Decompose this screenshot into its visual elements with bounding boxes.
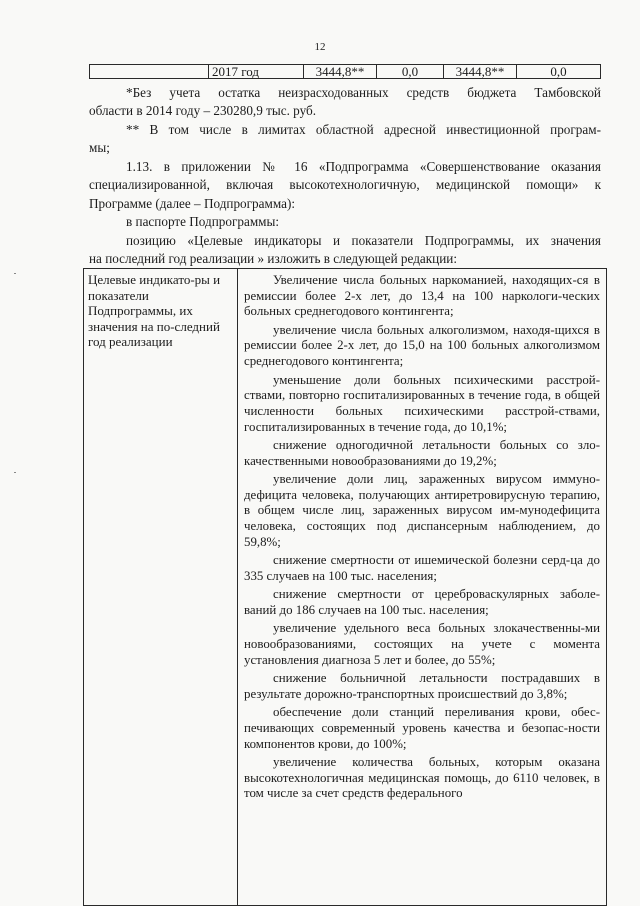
footnote-2-line-1: ** В том числе в лимитах областной адресной инвестиционной програм- — [126, 122, 601, 137]
list-item: снижение больничной летальности пострадавших в результате дорожно-транспортных происшествий до 3,8%; — [244, 671, 600, 701]
table-cell-value: 0,0 — [517, 65, 601, 79]
position-line-1: позицию «Целевые индикаторы и показатели Подпрограммы, их значения — [126, 233, 601, 248]
indicators-table — [83, 268, 607, 906]
indicators-list — [238, 269, 606, 802]
table-cell — [90, 65, 209, 79]
amendment-line-3: Программе (далее – Подпрограмма): — [89, 196, 296, 211]
footnote-2-line-2: мы; — [89, 140, 110, 155]
list-item: снижение смертности от ишемической болезни серд-ца до 335 случаев на 100 тыс. населения; — [244, 553, 600, 583]
indicators-label-cell: Целевые индикато-ры и показатели Подпрограммы, их значения на по-следний год реализации — [84, 269, 238, 906]
indicators-values-cell — [238, 269, 607, 906]
list-item: Увеличение числа больных наркоманией, находящих-ся в ремиссии более 2-х лет, до 13,4 на 100 наркологи-ческих больных среднегодового контингента; — [244, 273, 600, 319]
list-item: обеспечение доли станций переливания крови, обес-печивающих современный уровень качества и безопас-ности компонентов крови, до 100%; — [244, 705, 600, 751]
table-cell-value: 3444,8** — [444, 65, 517, 79]
position-line-2: на последний год реализации » изложить в следующей редакции: — [89, 251, 458, 266]
list-item: увеличение удельного веса больных злокачественны-ми новообразованиями, состоящих на учете с момента установления диагноза 5 лет и более, до 55%; — [244, 621, 600, 667]
table-cell-value: 3444,8** — [304, 65, 377, 79]
table-row — [90, 65, 601, 79]
footnote-1-line-2: области в 2014 году – 230280,9 тыс. руб. — [89, 103, 317, 118]
list-item: увеличение доли лиц, зараженных вирусом иммуно-дефицита человека, получающих антиретровирусную терапию, в общем числе лиц, зараженных вирусом им-мунодефицита человека, состоящих под диспансерным наблюдением, до 59,8%; — [244, 472, 600, 549]
list-item: снижение смертности от цереброваскулярных заболе-ваний до 186 случаев на 100 тыс. населения; — [244, 587, 600, 617]
table-cell-year: 2017 год — [209, 65, 304, 79]
amendment-line-2: специализированной, включая высокотехнологичную, медицинской помощи» к — [89, 177, 601, 192]
page-number: 12 — [314, 41, 326, 53]
list-item: увеличение числа больных алкоголизмом, находя-щихся в ремиссии более 2-х лет, до 15,0 на 100 больных алкоголизмом среднегодового контингента; — [244, 322, 600, 369]
table-row — [84, 269, 607, 906]
scan-margin-mark — [14, 273, 16, 274]
footnote-1-line-1: *Без учета остатка неизрасходованных средств бюджета Тамбовской — [126, 85, 601, 100]
table-cell-value: 0,0 — [377, 65, 444, 79]
passport-line: в паспорте Подпрограммы: — [126, 214, 280, 229]
budget-table-fragment — [89, 64, 601, 79]
list-item: снижение одногодичной летальности больных со зло-качественными новообразованиями до 19,2%; — [244, 437, 600, 468]
scan-margin-mark — [14, 472, 16, 473]
list-item: увеличение количества больных, которым оказана высокотехнологичная медицинская помощь, до 6110 человек, в том числе за счет средств федерального — [244, 755, 600, 801]
amendment-line-1: 1.13. в приложении № 16 «Подпрограмма «Совершенствование оказания — [126, 159, 601, 174]
list-item: уменьшение доли больных психическими расстрой-ствами, повторно госпитализированных в течение года, в общей численности больных психическими расстрой-ствами, госпитализированных в течение года, до 10,1%; — [244, 372, 600, 434]
